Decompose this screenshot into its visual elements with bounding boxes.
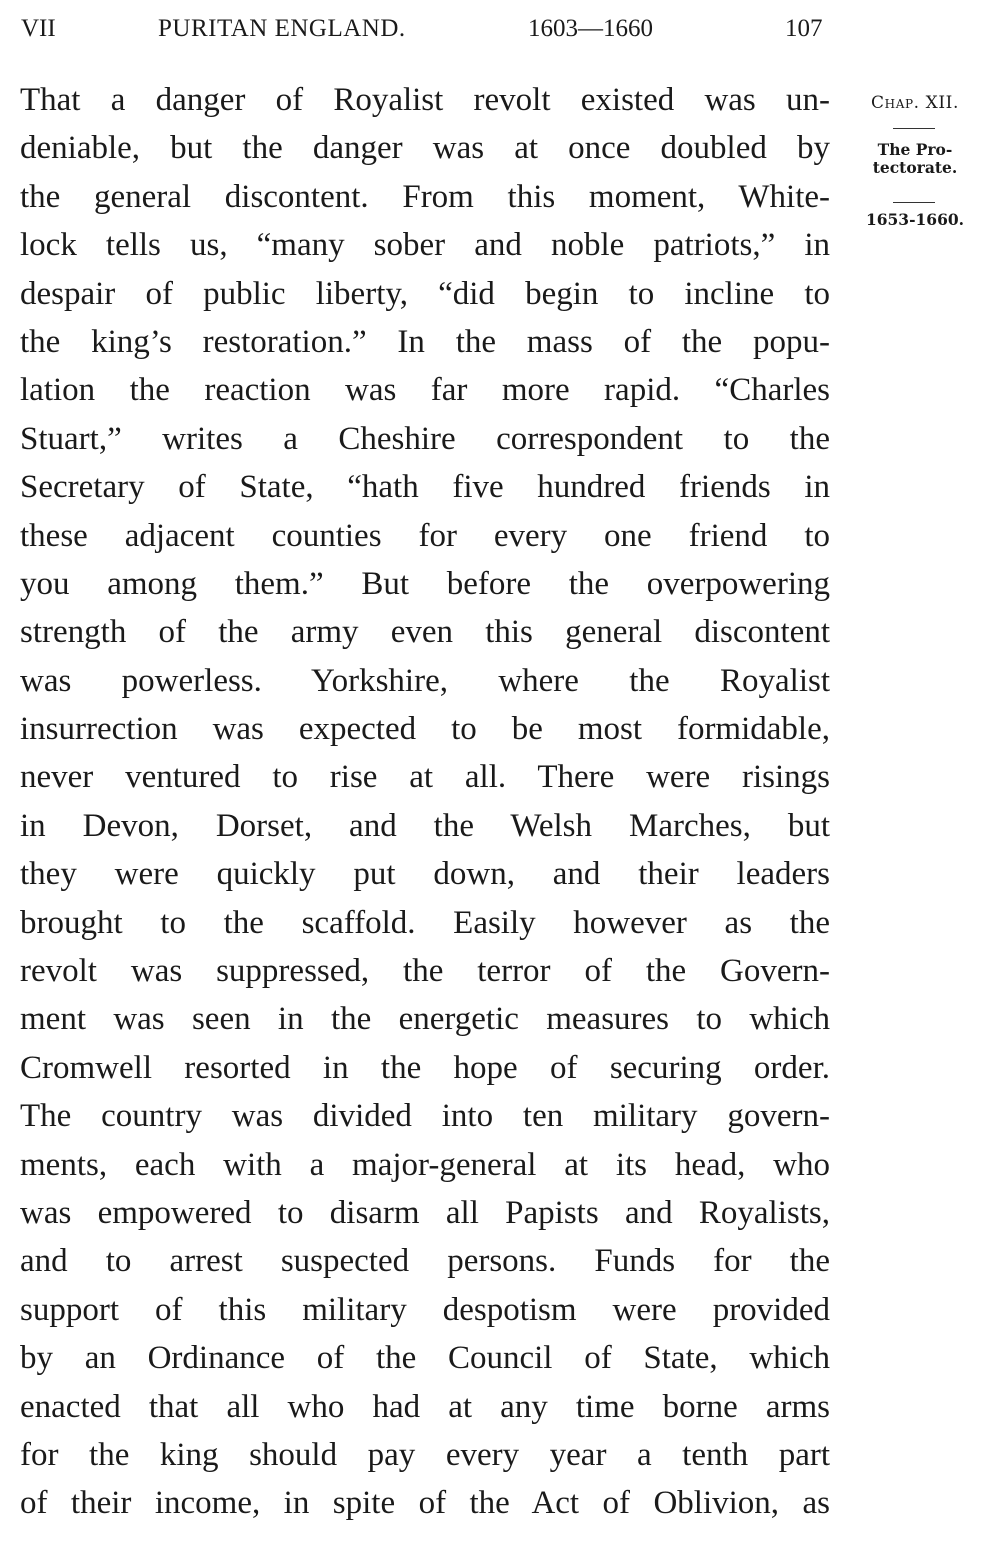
margin-topic — [840, 141, 990, 177]
text-line: despair of public liberty, “did begin to incline to — [20, 275, 830, 312]
text-line: strength of the army even this general discontent — [20, 614, 830, 651]
text-line: Stuart,” writes a Cheshire correspondent to the — [20, 420, 830, 457]
page-number: 107 — [785, 15, 823, 42]
margin-years: 1653-1660. — [865, 210, 965, 229]
running-head — [0, 12, 1000, 46]
text-line: enacted that all who had at any time borne arms — [20, 1388, 830, 1425]
text-line: ment was seen in the energetic measures to which — [20, 1001, 830, 1038]
text-line: The country was divided into ten military govern- — [20, 1098, 830, 1135]
text-line: lock tells us, “many sober and noble patriots,” in — [20, 227, 830, 264]
margin-divider — [893, 128, 935, 129]
body-paragraph — [20, 76, 830, 1528]
text-line: was powerless. Yorkshire, where the Royalist — [20, 662, 830, 699]
text-line: of their income, in spite of the Act of Oblivion, as — [20, 1485, 830, 1522]
text-line: insurrection was expected to be most formidable, — [20, 711, 830, 748]
text-line: they were quickly put down, and their leaders — [20, 856, 830, 893]
text-line: by an Ordinance of the Council of State, which — [20, 1340, 830, 1377]
text-line: the king’s restoration.” In the mass of the popu- — [20, 323, 830, 360]
text-line: Cromwell resorted in the hope of securing order. — [20, 1049, 830, 1086]
text-line: ments, each with a major-general at its head, who — [20, 1146, 830, 1183]
text-line: That a danger of Royalist revolt existed was un- — [20, 82, 830, 118]
text-line: never ventured to rise at all. There were risings — [20, 759, 830, 796]
text-line: in Devon, Dorset, and the Welsh Marches, but — [20, 807, 830, 844]
chapter-number: VII — [21, 15, 56, 42]
margin-topic-line: tectorate. — [872, 158, 958, 177]
margin-divider — [893, 202, 935, 203]
text-line: these adjacent counties for every one friend to — [20, 517, 830, 554]
text-line: the general discontent. From this moment, White- — [20, 178, 830, 215]
text-line: you among them.” But before the overpowering — [20, 565, 830, 602]
text-line: for the king should pay every year a tenth part — [20, 1436, 830, 1473]
text-line: deniable, but the danger was at once doubled by — [20, 130, 830, 167]
text-line: support of this military despotism were provided — [20, 1291, 830, 1328]
text-line: brought to the scaffold. Easily however as the — [20, 904, 830, 941]
book-title: PURITAN ENGLAND. — [158, 15, 406, 42]
text-line: and to arrest suspected persons. Funds for the — [20, 1243, 830, 1280]
date-range: 1603—1660 — [528, 15, 653, 42]
text-line: was empowered to disarm all Papists and Royalists, — [20, 1194, 830, 1231]
text-line: revolt was suppressed, the terror of the Govern- — [20, 953, 830, 990]
text-line: Secretary of State, “hath five hundred friends in — [20, 469, 830, 506]
text-line: lation the reaction was far more rapid. “Charles — [20, 372, 830, 409]
margin-topic-line: The Pro- — [877, 140, 953, 159]
margin-chapter-label: Chap. XII. — [871, 93, 959, 113]
